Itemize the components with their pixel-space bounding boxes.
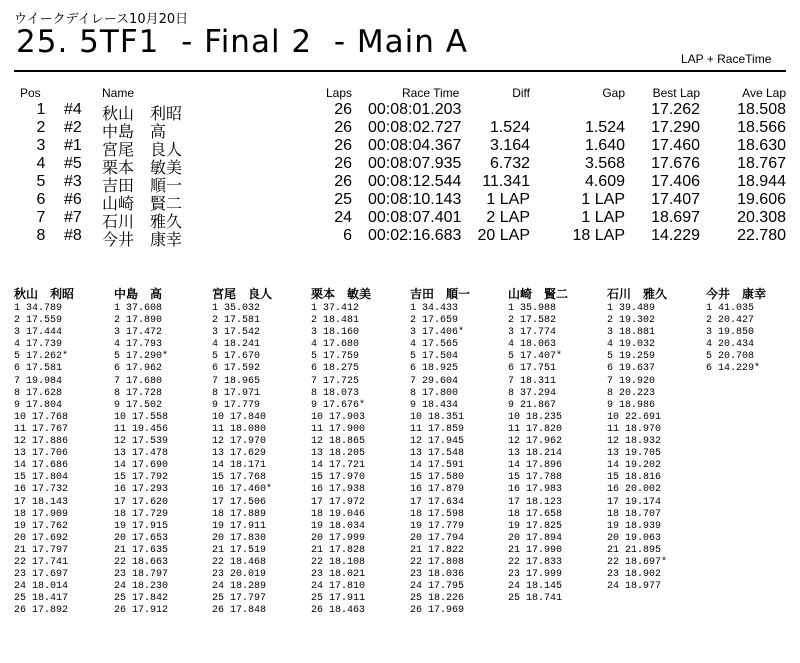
lap-column-driver-name: 今井 康幸 (706, 287, 767, 301)
lap-time-entry: 24 17.795 (410, 581, 465, 593)
lap-time-entry: 19 17.762 (14, 520, 69, 532)
result-diff: 6.732 (489, 155, 530, 172)
lap-time-entry: 19 17.825 (508, 520, 563, 532)
result-race-time: 00:08:12.544 (368, 173, 462, 190)
lap-time-entry: 18 17.729 (114, 508, 169, 520)
lap-column (14, 287, 112, 617)
lap-time-entry: 14 17.896 (508, 460, 563, 472)
result-pos: 6 (36, 191, 46, 208)
lap-time-entry: 17 18.123 (508, 496, 563, 508)
lap-time-entry: 11 18.970 (607, 423, 662, 435)
result-race-time: 00:08:10.143 (368, 191, 462, 208)
lap-time-entry: 26 17.892 (14, 605, 69, 617)
header-name: Name (102, 86, 135, 100)
header-divider (14, 70, 786, 72)
lap-time-entry: 18 17.658 (508, 508, 563, 520)
lap-time-entry: 4 19.032 (607, 339, 656, 351)
lap-time-entry: 2 18.481 (311, 315, 360, 327)
lap-time-entry: 18 18.707 (607, 508, 662, 520)
lap-time-entry: 8 17.628 (14, 387, 63, 399)
lap-time-entry: 7 19.920 (607, 375, 656, 387)
header-laps: Laps (325, 86, 352, 100)
lap-time-entry: 3 18.160 (311, 327, 360, 339)
result-best-lap: 17.676 (651, 155, 700, 172)
results-header-row (14, 86, 786, 101)
lap-time-entry: 1 37.608 (114, 303, 163, 314)
lap-time-entry: 9 18.434 (410, 399, 459, 411)
lap-column (311, 287, 409, 617)
result-race-time: 00:08:04.367 (368, 137, 462, 154)
result-car-number: #6 (64, 191, 82, 208)
lap-time-entry: 6 17.592 (212, 363, 261, 375)
lap-time-entry: 14 17.686 (14, 460, 69, 472)
result-pos: 1 (36, 101, 46, 118)
lap-time-entry: 17 17.620 (114, 496, 169, 508)
lap-time-entry: 3 17.472 (114, 327, 163, 339)
lap-time-entry: 9 18.986 (607, 399, 656, 411)
lap-time-entry: 1 34.789 (14, 303, 63, 314)
result-driver-name: 山崎 賢二 (102, 194, 183, 213)
result-diff: 2 LAP (486, 209, 530, 226)
lap-time-entry: 20 17.794 (410, 532, 465, 544)
lap-column-driver-name: 中島 高 (114, 287, 163, 301)
lap-time-entry: 13 17.629 (212, 448, 267, 460)
lap-time-entry: 12 17.945 (410, 436, 465, 448)
lap-time-entry: 5 17.290* (114, 351, 169, 363)
result-driver-name: 中島 高 (102, 122, 167, 141)
lap-time-entry: 4 18.241 (212, 339, 261, 351)
result-driver-name: 秋山 利昭 (102, 104, 183, 123)
lap-time-entry: 10 17.840 (212, 411, 267, 423)
lap-column-driver-name: 山崎 賢二 (508, 287, 569, 301)
lap-time-entry: 8 17.971 (212, 387, 261, 399)
result-race-time: 00:08:07.401 (368, 209, 462, 226)
lap-time-entry: 4 17.739 (14, 339, 63, 351)
lap-time-entry: 14 18.171 (212, 460, 267, 472)
lap-column (114, 287, 212, 617)
header-diff: Diff (512, 86, 530, 100)
lap-time-entry: 6 17.751 (508, 363, 557, 375)
lap-time-entry: 7 18.311 (508, 375, 557, 387)
lap-time-entry: 12 18.932 (607, 436, 662, 448)
lap-time-entry: 15 17.788 (508, 472, 563, 484)
lap-time-entry: 13 18.205 (311, 448, 366, 460)
lap-column (706, 287, 800, 376)
lap-time-entry: 12 17.539 (114, 436, 169, 448)
lap-time-entry: 12 17.970 (212, 436, 267, 448)
result-ave-lap: 18.566 (737, 119, 786, 136)
lap-time-entry: 16 17.879 (410, 484, 465, 496)
lap-time-entry: 25 18.741 (508, 593, 563, 605)
lap-column-driver-name: 宮尾 良人 (212, 287, 273, 301)
lap-column (212, 287, 310, 617)
result-laps: 26 (334, 155, 352, 172)
lap-time-entry: 13 19.705 (607, 448, 662, 460)
result-best-lap: 17.290 (651, 119, 700, 136)
lap-column (410, 287, 508, 617)
result-car-number: #5 (64, 155, 82, 172)
lap-time-entry: 6 14.229* (706, 363, 761, 375)
result-driver-name: 石川 雅久 (102, 212, 183, 231)
result-pos: 8 (36, 227, 46, 244)
lap-time-entry: 7 29.604 (410, 375, 459, 387)
result-pos: 7 (36, 209, 46, 226)
lap-time-entry: 13 17.548 (410, 448, 465, 460)
lap-time-entry: 12 18.865 (311, 436, 366, 448)
lap-time-entry: 15 17.580 (410, 472, 465, 484)
lap-time-entry: 24 18.289 (212, 581, 267, 593)
lap-time-entry: 14 19.202 (607, 460, 662, 472)
lap-time-entry: 20 17.830 (212, 532, 267, 544)
lap-time-entry: 9 17.779 (212, 399, 261, 411)
lap-time-entry: 25 17.842 (114, 593, 169, 605)
lap-time-entry: 11 17.900 (311, 423, 366, 435)
result-driver-name: 吉田 順一 (102, 176, 183, 195)
lap-time-entry: 23 18.021 (311, 569, 366, 581)
results-table (14, 86, 786, 249)
result-gap: 1.524 (584, 119, 625, 136)
result-gap: 1 LAP (581, 191, 625, 208)
lap-time-entry: 26 18.463 (311, 605, 366, 617)
lap-time-entry: 16 17.460* (212, 484, 273, 496)
lap-time-entry: 3 17.774 (508, 327, 557, 339)
lap-time-entry: 22 18.108 (311, 556, 366, 568)
lap-time-entry: 13 17.478 (114, 448, 169, 460)
lap-time-entry: 5 17.262* (14, 351, 69, 363)
lap-time-entry: 8 20.223 (607, 387, 656, 399)
lap-time-entry: 9 17.676* (311, 399, 366, 411)
lap-time-entry: 17 17.634 (410, 496, 465, 508)
lap-time-entry: 19 18.939 (607, 520, 662, 532)
lap-time-entry: 25 17.911 (311, 593, 366, 605)
result-diff: 20 LAP (477, 227, 530, 244)
result-race-time: 00:08:02.727 (368, 119, 462, 136)
result-ave-lap: 18.630 (737, 137, 786, 154)
lap-time-entry: 7 19.984 (14, 375, 63, 387)
lap-time-entry: 11 17.767 (14, 423, 69, 435)
lap-time-entry: 23 17.999 (508, 569, 563, 581)
lap-time-entry: 10 17.903 (311, 411, 366, 423)
result-laps: 26 (334, 173, 352, 190)
lap-time-entry: 22 17.808 (410, 556, 465, 568)
result-laps: 24 (334, 209, 352, 226)
lap-time-entry: 20 19.063 (607, 532, 662, 544)
lap-time-entry: 7 17.680 (114, 375, 163, 387)
lap-time-entry: 24 18.977 (607, 581, 662, 593)
lap-time-entry: 21 17.822 (410, 544, 465, 556)
result-car-number: #7 (64, 209, 82, 226)
lap-time-entry: 8 17.800 (410, 387, 459, 399)
result-gap: 1 LAP (581, 209, 625, 226)
result-diff: 1.524 (489, 119, 530, 136)
lap-time-entry: 21 17.519 (212, 544, 267, 556)
lap-column-driver-name: 吉田 順一 (410, 287, 471, 301)
result-row (14, 137, 786, 159)
lap-time-entry: 5 17.670 (212, 351, 261, 363)
lap-time-entry: 21 17.828 (311, 544, 366, 556)
result-best-lap: 14.229 (651, 227, 700, 244)
lap-time-entry: 4 17.793 (114, 339, 163, 351)
lap-time-entry: 2 17.659 (410, 315, 459, 327)
lap-time-entry: 2 17.890 (114, 315, 163, 327)
header-race-time: Race Time (402, 86, 460, 100)
lap-time-entry: 16 17.938 (311, 484, 366, 496)
lap-time-entry: 11 18.080 (212, 423, 267, 435)
lap-column-driver-name: 石川 雅久 (607, 287, 668, 301)
lap-time-entry: 17 17.972 (311, 496, 366, 508)
lap-time-entry: 24 18.230 (114, 581, 169, 593)
lap-time-entry: 16 17.732 (14, 484, 69, 496)
result-laps: 26 (334, 119, 352, 136)
lap-time-entry: 6 18.925 (410, 363, 459, 375)
result-gap: 3.568 (584, 155, 625, 172)
result-car-number: #2 (64, 119, 82, 136)
lap-time-entry: 5 19.259 (607, 351, 656, 363)
lap-time-entry: 2 20.427 (706, 315, 755, 327)
lap-time-entry: 6 18.275 (311, 363, 360, 375)
lap-time-entry: 2 19.302 (607, 315, 656, 327)
lap-time-entry: 16 17.293 (114, 484, 169, 496)
lap-time-entry: 10 22.691 (607, 411, 662, 423)
result-driver-name: 今井 康幸 (102, 230, 183, 249)
lap-time-entry: 21 17.990 (508, 544, 563, 556)
lap-time-entry: 8 37.294 (508, 387, 557, 399)
lap-time-entry: 17 18.143 (14, 496, 69, 508)
result-laps: 26 (334, 137, 352, 154)
lap-time-entry: 20 17.692 (14, 532, 69, 544)
lap-time-entry: 23 18.036 (410, 569, 465, 581)
lap-time-entry: 6 17.962 (114, 363, 163, 375)
header-pos: Pos (20, 86, 41, 100)
lap-time-entry: 14 17.721 (311, 460, 366, 472)
result-laps: 6 (343, 227, 352, 244)
result-ave-lap: 18.767 (737, 155, 786, 172)
lap-time-entry: 15 17.792 (114, 472, 169, 484)
lap-time-entry: 3 18.881 (607, 327, 656, 339)
lap-time-entry: 21 21.895 (607, 544, 662, 556)
lap-time-entry: 20 17.999 (311, 532, 366, 544)
result-gap: 1.640 (584, 137, 625, 154)
lap-time-entry: 6 17.581 (14, 363, 63, 375)
lap-time-entry: 22 18.663 (114, 556, 169, 568)
lap-time-entry: 1 35.032 (212, 303, 261, 314)
result-diff: 11.341 (482, 173, 530, 190)
lap-time-entry: 7 18.965 (212, 375, 261, 387)
lap-time-entry: 22 18.697* (607, 556, 668, 568)
lap-time-entry: 3 17.406* (410, 327, 465, 339)
lap-time-entry: 9 17.502 (114, 399, 163, 411)
lap-time-entry: 5 17.759 (311, 351, 360, 363)
result-best-lap: 17.262 (651, 101, 700, 118)
result-pos: 2 (36, 119, 46, 136)
result-laps: 25 (334, 191, 352, 208)
lap-time-entry: 22 18.468 (212, 556, 267, 568)
result-best-lap: 17.460 (651, 137, 700, 154)
result-row (14, 119, 786, 141)
lap-time-entry: 8 17.728 (114, 387, 163, 399)
result-best-lap: 17.407 (651, 191, 700, 208)
lap-time-entry: 11 17.859 (410, 423, 465, 435)
result-gap: 18 LAP (572, 227, 625, 244)
lap-time-entry: 3 19.850 (706, 327, 755, 339)
result-car-number: #3 (64, 173, 82, 190)
lap-time-entry: 1 39.489 (607, 303, 656, 314)
lap-time-entry: 4 17.680 (311, 339, 360, 351)
result-ave-lap: 18.508 (737, 101, 786, 118)
lap-time-entry: 13 18.214 (508, 448, 563, 460)
lap-time-entry: 20 17.653 (114, 532, 169, 544)
lap-time-entry: 1 35.988 (508, 303, 557, 314)
result-driver-name: 宮尾 良人 (102, 140, 183, 159)
lap-time-entry: 10 17.768 (14, 411, 69, 423)
lap-time-entry: 15 17.804 (14, 472, 69, 484)
report-type-label: LAP + RaceTime (681, 52, 772, 66)
lap-time-entry: 19 17.779 (410, 520, 465, 532)
lap-time-entry: 22 17.833 (508, 556, 563, 568)
result-best-lap: 17.406 (651, 173, 700, 190)
lap-time-entry: 24 18.014 (14, 581, 69, 593)
lap-time-entry: 5 17.407* (508, 351, 563, 363)
lap-time-entry: 4 18.063 (508, 339, 557, 351)
result-row (14, 173, 786, 195)
lap-column (508, 287, 606, 605)
result-diff: 1 LAP (486, 191, 530, 208)
lap-time-entry: 21 17.635 (114, 544, 169, 556)
result-driver-name: 栗本 敏美 (102, 158, 183, 177)
lap-time-entry: 1 34.433 (410, 303, 459, 314)
result-row (14, 191, 786, 213)
result-gap: 4.609 (584, 173, 625, 190)
lap-time-entry: 24 18.145 (508, 581, 563, 593)
lap-time-entry: 25 17.797 (212, 593, 267, 605)
result-race-time: 00:08:01.203 (368, 101, 462, 118)
lap-time-entry: 19 18.034 (311, 520, 366, 532)
lap-time-entry: 18 17.889 (212, 508, 267, 520)
header-ave-lap: Ave Lap (742, 86, 786, 100)
lap-time-entry: 15 18.816 (607, 472, 662, 484)
lap-time-entry: 18 17.598 (410, 508, 465, 520)
lap-time-entry: 13 17.706 (14, 448, 69, 460)
result-pos: 3 (36, 137, 46, 154)
result-race-time: 00:02:16.683 (368, 227, 462, 244)
lap-time-entry: 1 37.412 (311, 303, 360, 314)
lap-time-entry: 18 17.909 (14, 508, 69, 520)
lap-time-entry: 4 17.565 (410, 339, 459, 351)
lap-time-entry: 6 19.637 (607, 363, 656, 375)
lap-time-entry: 12 17.886 (14, 436, 69, 448)
lap-time-entry: 15 17.768 (212, 472, 267, 484)
lap-column-driver-name: 栗本 敏美 (311, 287, 372, 301)
lap-time-entry: 4 20.434 (706, 339, 755, 351)
lap-time-entry: 11 19.456 (114, 423, 169, 435)
lap-time-entry: 16 20.002 (607, 484, 662, 496)
lap-time-entry: 15 17.970 (311, 472, 366, 484)
lap-time-entry: 18 19.046 (311, 508, 366, 520)
lap-time-entry: 14 17.591 (410, 460, 465, 472)
lap-time-entry: 5 20.708 (706, 351, 755, 363)
lap-time-entry: 14 17.690 (114, 460, 169, 472)
lap-time-entry: 11 17.820 (508, 423, 563, 435)
result-row (14, 209, 786, 231)
header-gap: Gap (602, 86, 625, 100)
lap-time-entry: 16 17.983 (508, 484, 563, 496)
lap-time-entry: 2 17.582 (508, 315, 557, 327)
result-diff: 3.164 (489, 137, 530, 154)
lap-time-entry: 20 17.894 (508, 532, 563, 544)
results-body (14, 101, 786, 249)
lap-time-entry: 3 17.542 (212, 327, 261, 339)
lap-time-entry: 26 17.848 (212, 605, 267, 617)
page-title: 25. 5TF1 - Final 2 - Main A (16, 24, 468, 60)
lap-time-entry: 17 19.174 (607, 496, 662, 508)
lap-time-entry: 21 17.797 (14, 544, 69, 556)
lap-time-entry: 19 17.915 (114, 520, 169, 532)
result-ave-lap: 20.308 (737, 209, 786, 226)
header-best-lap: Best Lap (652, 86, 700, 100)
lap-time-entry: 9 17.804 (14, 399, 63, 411)
lap-time-entry: 25 18.417 (14, 593, 69, 605)
lap-time-entry: 5 17.504 (410, 351, 459, 363)
lap-time-entry: 26 17.912 (114, 605, 169, 617)
lap-time-entry: 26 17.969 (410, 605, 465, 617)
result-car-number: #8 (64, 227, 82, 244)
lap-time-entry: 10 17.558 (114, 411, 169, 423)
result-row (14, 101, 786, 123)
result-pos: 4 (36, 155, 46, 172)
lap-time-entry: 25 18.226 (410, 593, 465, 605)
lap-time-entry: 7 17.725 (311, 375, 360, 387)
lap-time-entry: 23 18.902 (607, 569, 662, 581)
lap-time-entry: 1 41.035 (706, 303, 755, 314)
result-row (14, 155, 786, 177)
lap-time-entry: 3 17.444 (14, 327, 63, 339)
lap-column-driver-name: 秋山 利昭 (14, 287, 75, 301)
lap-time-entry: 12 17.962 (508, 436, 563, 448)
lap-time-entry: 24 17.810 (311, 581, 366, 593)
lap-time-entry: 10 18.235 (508, 411, 563, 423)
event-caption: ウイークデイレース10月20日 (14, 12, 189, 27)
result-ave-lap: 22.780 (737, 227, 786, 244)
lap-time-entry: 8 18.073 (311, 387, 360, 399)
lap-time-entry: 2 17.559 (14, 315, 63, 327)
result-laps: 26 (334, 101, 352, 118)
result-race-time: 00:08:07.935 (368, 155, 462, 172)
lap-time-entry: 19 17.911 (212, 520, 267, 532)
lap-time-entry: 9 21.867 (508, 399, 557, 411)
lap-time-entry: 10 18.351 (410, 411, 465, 423)
lap-time-entry: 17 17.506 (212, 496, 267, 508)
result-car-number: #4 (64, 101, 82, 118)
lap-time-entry: 23 20.019 (212, 569, 267, 581)
result-car-number: #1 (64, 137, 82, 154)
lap-time-entry: 23 17.697 (14, 569, 69, 581)
result-best-lap: 18.697 (651, 209, 700, 226)
result-ave-lap: 18.944 (737, 173, 786, 190)
result-row (14, 227, 786, 249)
lap-time-entry: 23 18.797 (114, 569, 169, 581)
result-ave-lap: 19.606 (737, 191, 786, 208)
lap-column (607, 287, 705, 593)
lap-time-entry: 2 17.581 (212, 315, 261, 327)
result-pos: 5 (36, 173, 46, 190)
lap-time-entry: 22 17.741 (14, 556, 69, 568)
